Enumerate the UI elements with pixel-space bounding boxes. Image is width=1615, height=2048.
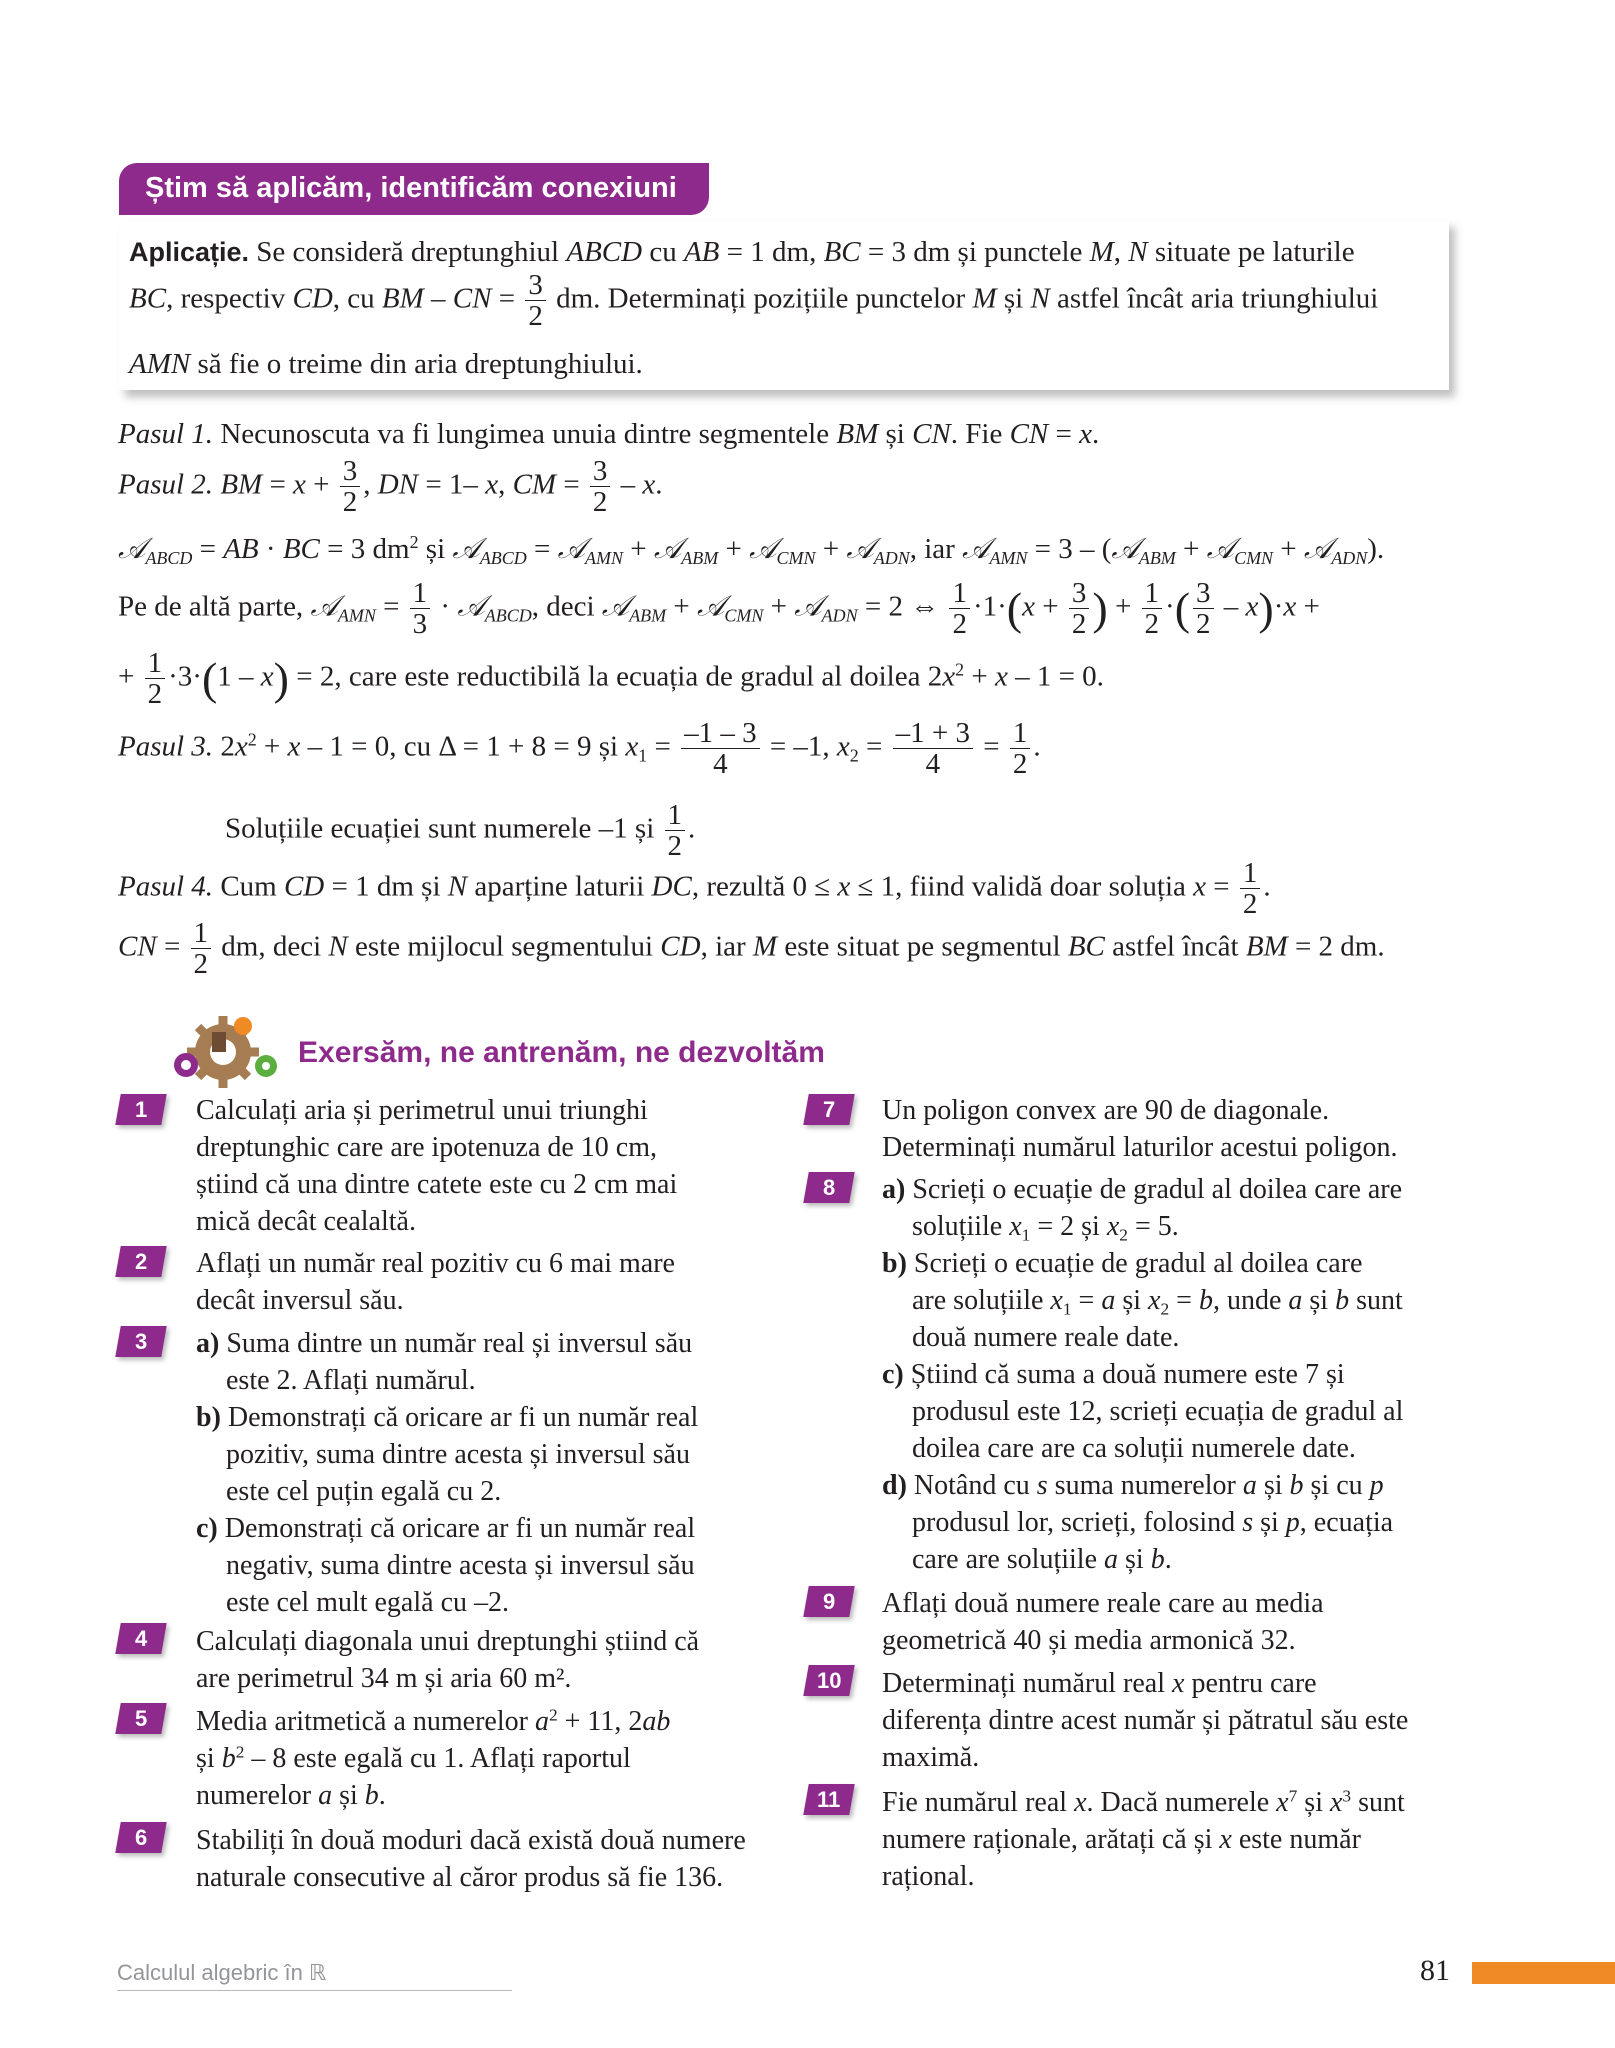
exercise-1-line: dreptunghic care are ipotenuza de 10 cm,	[196, 1132, 658, 1163]
application-label: Aplicație.	[129, 237, 250, 267]
exercise-badge-2: 2	[115, 1246, 166, 1277]
exercise-6-line: naturale consecutive al căror produs să fie 136.	[196, 1862, 724, 1893]
application-line-3: AMN să fie o treime din aria dreptunghiului.	[129, 348, 643, 380]
exercise-4-line: Calculați diagonala unui dreptunghi știind că	[196, 1626, 700, 1657]
exercise-badge-1: 1	[115, 1094, 166, 1125]
exercise-6-line: Stabiliți în două moduri dacă există două numere	[196, 1825, 746, 1856]
exercise-7	[882, 1092, 1398, 1166]
exercise-3b-line: este cel puțin egală cu 2.	[226, 1476, 502, 1507]
exercise-3b-line: pozitiv, suma dintre acesta și inversul său	[226, 1439, 690, 1470]
exercise-badge-4: 4	[115, 1623, 166, 1654]
page-number: 81	[1420, 1954, 1450, 1987]
application-intro: Se consideră dreptunghiul	[256, 236, 560, 268]
exercises-title: Exersăm, ne antrenăm, ne dezvoltăm	[298, 1036, 825, 1069]
exercise-7-line: Determinați numărul laturilor acestui poligon.	[882, 1132, 1398, 1163]
exercise-3c-line: negativ, suma dintre acesta și inversul său	[226, 1550, 695, 1581]
exercise-8: a) Scrieți o ecuație de gradul al doilea care are soluțiile $x_1 = 2$ și $x_2 = 5$. b) Scrieți o ecuație de gradul al doilea care are soluțiile $x_1 = a$ și $x_2 = b$, unde a și b sunt două numere reale date. c) Știind că suma a două numere este 7 și produsul este 12, scrieți ecuația de gradul al doilea care are ca soluții numerele date. d) Notând cu s suma numerelor a și b și cu p produsul lor, scrieți, folosind s și p, ecuația care are soluțiile a și b.	[882, 1174, 1404, 1575]
exercise-1-line: mică decât cealaltă.	[196, 1206, 416, 1237]
exercise-5: Media aritmetică a numerelor $a^2 + 11$, 2ab și $b^2 - 8$ este egală cu 1. Aflați raportul numerelor a și b.	[196, 1705, 671, 1811]
footer-accent-bar	[1472, 1962, 1615, 1984]
area-relation: 𝒜$_{ABCD}$ = AB · BC = 3 $dm^2$ și 𝒜$_{ABCD}$ = 𝒜$_{AMN}$ + 𝒜$_{ABM}$ + 𝒜$_{CMN}$ + 𝒜$_{ADN}$, iar 𝒜$_{AMN}$ = 3 – (𝒜$_{ABM}$ + 𝒜$_{CMN}$ + 𝒜$_{ADN}$).	[118, 532, 1385, 568]
application-end: să fie o treime din aria dreptunghiului.	[197, 348, 643, 380]
application-line-2: BC, respectiv CD, cu BM – CN = $\frac{3}{2}$ dm. Determinați pozițiile punctelor M și N astfel încât aria triunghiului	[129, 269, 1379, 333]
footer-chapter: Calculul algebric în ℝ	[117, 1960, 327, 1985]
footer-divider	[117, 1990, 512, 1991]
exercise-7-line: Un poligon convex are 90 de diagonale.	[882, 1095, 1330, 1126]
exercise-badge-11: 11	[803, 1784, 854, 1815]
exercise-9-line: geometrică 40 și media armonică 32.	[882, 1625, 1296, 1656]
exercise-3c-line: Demonstrați că oricare ar fi un număr real	[224, 1513, 696, 1544]
exercise-3b-line: Demonstrați că oricare ar fi un număr real	[227, 1402, 699, 1433]
section-header	[119, 163, 709, 215]
step-3: Pasul 3. $2x^2 + x - 1 = 0$, cu Δ = 1 + 8 = 9 și $x_1$ = $\frac{-1 - 3}{4}$ = –1, $x_2$ = $\frac{-1 + 3}{4}$ = $\frac{1}{2}$ .	[118, 717, 1041, 781]
step-4: Pasul 4. Cum CD = 1 dm și N aparține laturii DC, rezultă 0 ≤ x ≤ 1, fiind validă doar soluția x = $\frac{1}{2}$ .	[118, 857, 1271, 921]
gears-icon	[168, 1010, 288, 1090]
exercise-4-line: are perimetrul 34 m și aria 60 m².	[196, 1663, 572, 1694]
exercise-2-line: decât inversul său.	[196, 1285, 404, 1316]
exercise-2	[196, 1245, 675, 1319]
exercise-10-line: maximă.	[882, 1742, 980, 1773]
exercise-1-line: Calculați aria și perimetrul unui triunghi	[196, 1095, 648, 1126]
exercise-badge-10: 10	[803, 1665, 854, 1696]
exercise-badge-8: 8	[803, 1172, 854, 1203]
exercise-1-line: știind că una dintre catete este cu 2 cm mai	[196, 1169, 678, 1200]
exercise-badge-7: 7	[803, 1094, 854, 1125]
exercise-9	[882, 1585, 1324, 1659]
conclusion: CN = $\frac{1}{2}$ dm, deci N este mijlocul segmentului CD, iar M este situat pe segmentul BC astfel încât BM = 2 dm.	[118, 917, 1385, 981]
solutions-line: Soluțiile ecuației sunt numerele –1 și $\frac{1}{2}$ .	[225, 799, 696, 863]
section-title: Știm să aplicăm, identificăm conexiuni	[145, 172, 677, 204]
area-equation: Pe de altă parte, 𝒜$_{AMN}$ = $\frac{1}{3}$ · 𝒜$_{ABCD}$, deci 𝒜$_{ABM}$ + 𝒜$_{CMN}$ + 𝒜$_{ADN}$ = 2 ⇔ $\frac{1}{2}$ ·1·(x + $\frac{3}{2}$ ) + $\frac{1}{2}$ ·( $\frac{3}{2}$ – x)·x +	[118, 577, 1320, 641]
area-equation-cont: + $\frac{1}{2}$ ·3·(1 – x) = 2, care este reductibilă la ecuația de gradul al doilea $2x^2 + x - 1 = 0$.	[118, 647, 1104, 711]
application-line-1: Aplicație. Se consideră dreptunghiul ABCD cu AB = 1 dm, BC = 3 dm și punctele M, N situate pe laturile	[129, 236, 1355, 268]
exercise-badge-6: 6	[115, 1822, 166, 1853]
step-1: Pasul 1. Necunoscuta va fi lungimea unuia dintre segmentele BM și CN. Fie CN = x.	[118, 418, 1100, 450]
solutions-text: Soluțiile ecuației sunt numerele –1 și	[225, 812, 655, 845]
step-4-label: Pasul 4.	[118, 870, 214, 903]
exercise-10: Determinați numărul real x pentru care diferența dintre acest număr și pătratul său este maximă.	[882, 1665, 1408, 1776]
step-2-label: Pasul 2.	[118, 468, 214, 501]
exercise-badge-3: 3	[115, 1326, 166, 1357]
exercise-4	[196, 1623, 699, 1697]
exercise-3: a) Suma dintre un număr real și inversul său este 2. Aflați numărul. b) Demonstrați că oricare ar fi un număr real pozitiv, suma dintre acesta și inversul său este cel puțin egală cu 2. c) Demonstrați că oricare ar fi un număr real negativ, suma dintre acesta și inversul său este cel mult egală cu –2.	[196, 1325, 698, 1621]
exercise-3c-line: este cel mult egală cu –2.	[226, 1587, 509, 1618]
exercise-6	[196, 1822, 746, 1896]
exercise-11: Fie numărul real x. Dacă numerele $x^7$ și $x^3$ sunt numere raționale, arătați că și x este număr rațional.	[882, 1786, 1405, 1892]
exercise-9-line: Aflați două numere reale care au media	[882, 1588, 1324, 1619]
step-2: Pasul 2. BM = x + $\frac{3}{2}$ , DN = 1– x, CM = $\frac{3}{2}$ – x.	[118, 455, 663, 519]
exercise-10-line: diferența dintre acest număr și pătratul său este	[882, 1705, 1409, 1736]
exercise-badge-5: 5	[115, 1703, 166, 1734]
exercise-1	[196, 1092, 677, 1240]
exercise-2-line: Aflați un număr real pozitiv cu 6 mai mare	[196, 1248, 675, 1279]
step-3-label: Pasul 3.	[118, 730, 214, 763]
exercise-3a-line: este 2. Aflați numărul.	[226, 1365, 476, 1396]
exercise-3a-line: Suma dintre un număr real și inversul său	[226, 1328, 693, 1359]
exercise-badge-9: 9	[803, 1586, 854, 1617]
step-1-label: Pasul 1.	[118, 418, 214, 450]
